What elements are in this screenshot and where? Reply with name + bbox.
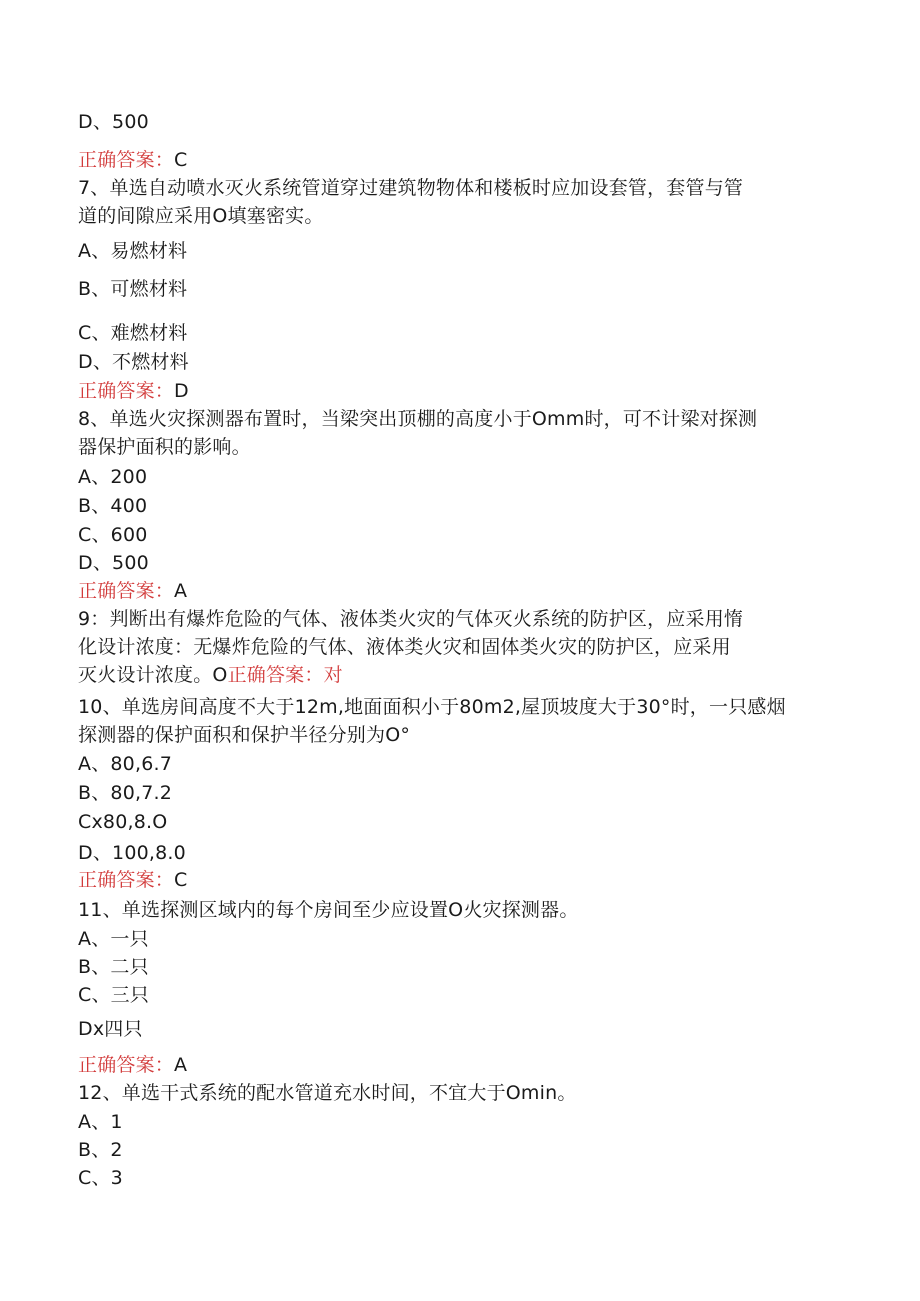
option-text: B、80,7.2 [78, 782, 173, 804]
option-text: D、不燃材料 [78, 351, 189, 373]
option-text: B、二只 [78, 956, 149, 978]
option-text: B、400 [78, 495, 148, 517]
question-text: 探测器的保护面积和保护半径分别为O° [78, 724, 411, 746]
option-text: C、难燃材料 [78, 322, 188, 344]
option-text: Dx四只 [78, 1018, 143, 1040]
answer-label: 正确答案： [78, 580, 175, 602]
question-text: 灭火设计浓度。O [78, 664, 228, 686]
answer-line [78, 866, 187, 894]
option-text: A、200 [78, 466, 148, 488]
answer-value: D [174, 380, 189, 402]
question-text: 9：判断出有爆炸危险的气体、液体类火灾的气体灭火系统的防护区，应采用惰 [78, 608, 744, 630]
question-text: 道的间隙应采用O填塞密实。 [78, 205, 324, 227]
option-text: B、可燃材料 [78, 278, 188, 300]
option-text: B、2 [78, 1139, 123, 1161]
question-text: 10、单选房间高度不大于12m,地面面积小于80m2,屋顶坡度大于30°时，一只感烟 [78, 696, 786, 718]
question-text: 器保护面积的影响。 [78, 436, 251, 458]
option-text: A、易燃材料 [78, 240, 188, 262]
answer-value: A [174, 580, 188, 602]
question-text: 化设计浓度：无爆炸危险的气体、液体类火灾和固体类火灾的防护区，应采用 [78, 636, 731, 658]
answer-label: 正确答案： [227, 664, 324, 686]
question-text-with-answer [78, 661, 343, 689]
question-text: 7、单选自动喷水灭火系统管道穿过建筑物物体和楼板时应加设套管，套管与管 [78, 177, 744, 199]
option-text: Cx80,8.O [78, 811, 168, 833]
option-text: D、500 [78, 111, 149, 133]
question-text: 8、单选火灾探测器布置时，当梁突出顶棚的高度小于Omm时，可不计梁对探测 [78, 408, 758, 430]
answer-value: C [174, 149, 188, 171]
answer-label: 正确答案： [78, 1054, 175, 1076]
option-text: D、100,8.0 [78, 842, 186, 864]
question-text: 12、单选干式系统的配水管道充水时间，不宜大于Omin。 [78, 1082, 577, 1104]
option-text: A、1 [78, 1111, 123, 1133]
option-text: C、600 [78, 524, 148, 546]
answer-line [78, 377, 189, 405]
option-text: C、3 [78, 1167, 123, 1189]
option-text: A、80,6.7 [78, 753, 173, 775]
option-text: C、三只 [78, 984, 150, 1006]
answer-label: 正确答案： [78, 869, 175, 891]
answer-line [78, 577, 187, 605]
question-text: 11、单选探测区域内的每个房间至少应设置O火灾探测器。 [78, 899, 579, 921]
answer-line [78, 1051, 187, 1079]
answer-value: A [174, 1054, 188, 1076]
answer-value: 对 [323, 664, 343, 686]
answer-value: C [174, 869, 188, 891]
option-text: D、500 [78, 552, 149, 574]
answer-line [78, 146, 187, 174]
option-text: A、一只 [78, 928, 149, 950]
answer-label: 正确答案： [78, 149, 175, 171]
answer-label: 正确答案： [78, 380, 175, 402]
